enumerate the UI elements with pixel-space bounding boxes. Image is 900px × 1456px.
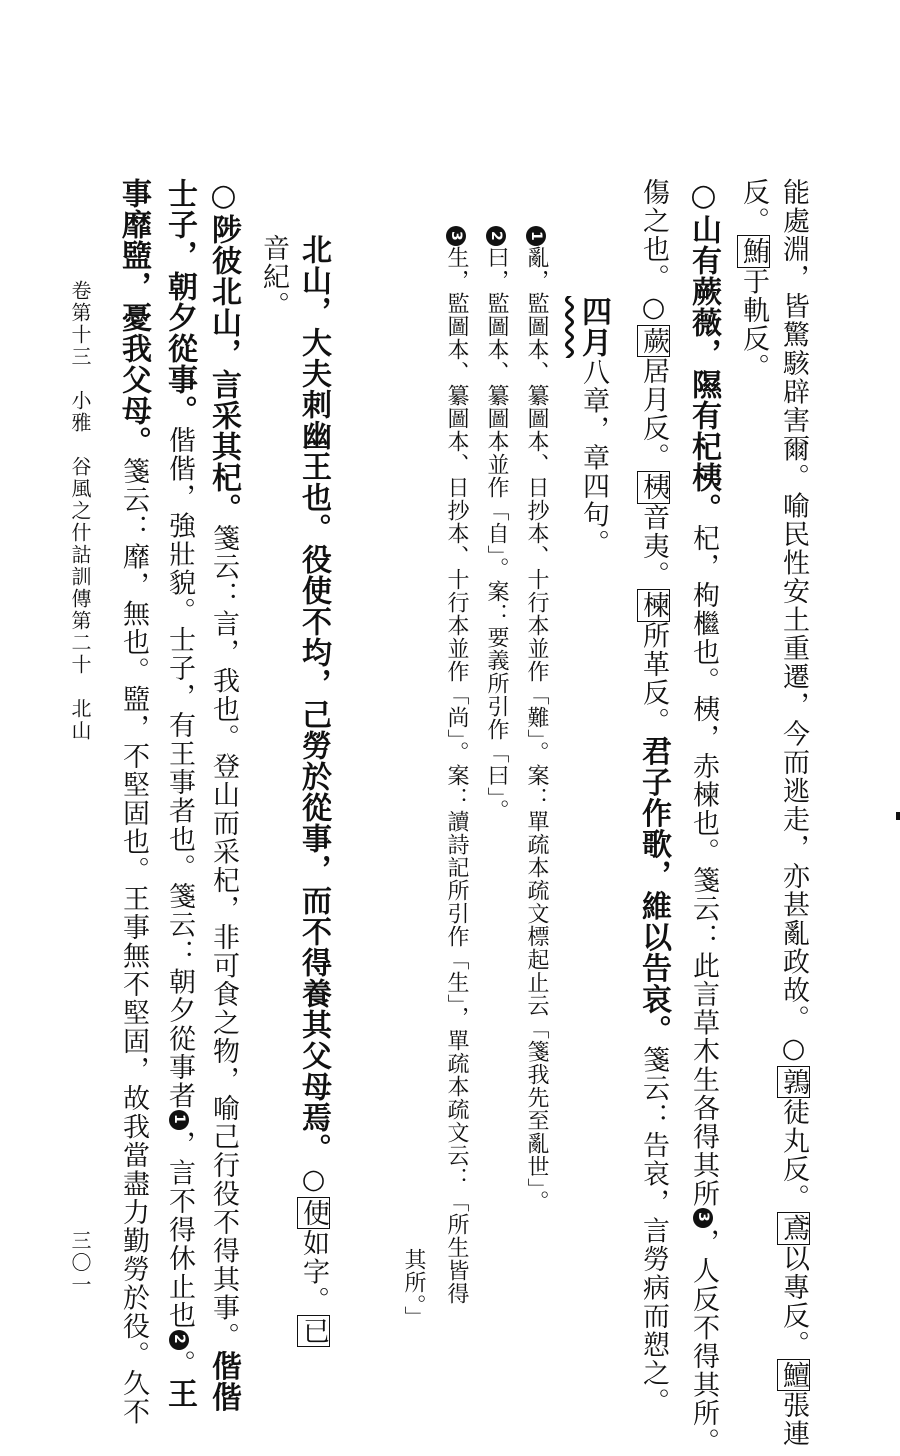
text-column-3	[683, 178, 723, 1456]
commentary-text: 其所。」	[401, 1248, 426, 1329]
commentary-text: 喻民性安土重遷，今而逃走，亦甚亂政故。	[778, 491, 809, 1033]
text-column-2	[733, 178, 773, 382]
note-continuation	[393, 1248, 433, 1329]
commentary-text: 生，監圖本、纂圖本、日抄本、十行本並作「尚」。案：讀詩記所引作「生」，單疏本疏文云：「所生皆得	[444, 246, 469, 1305]
poem-title: 四月	[576, 296, 611, 358]
commentary-text: ○	[298, 1164, 329, 1197]
commentary-text: 所革反。	[638, 621, 669, 736]
commentary-text: 音紀。	[258, 234, 289, 320]
commentary-text: 徒丸反。	[778, 1098, 809, 1212]
text-column-7	[203, 178, 243, 1413]
boxed-character: 使	[298, 1198, 329, 1227]
commentary-text: ，言不得休止也	[164, 1130, 195, 1330]
commentary-text: 于軌反。	[738, 267, 769, 382]
text-column-5	[253, 234, 293, 320]
boxed-character: 鱣	[778, 1360, 809, 1389]
commentary-text: 箋云：告哀，言勞病而愬之。	[638, 1045, 669, 1416]
commentary-text: 箋云：言，我也。登山而采杞，非可食之物，喻己行役不得其事。	[208, 524, 239, 1351]
collation-note-2	[476, 226, 516, 822]
text-column-8	[159, 178, 199, 1409]
commentary-text: 。	[164, 1349, 195, 1378]
commentary-text: 杞，枸檵也。桋，赤楝也。箋云：此言草木生各得其所	[688, 524, 719, 1208]
classic-text: 士子，朝夕從事。	[162, 178, 197, 426]
note-marker: 2	[486, 226, 506, 246]
chapter-count-line	[573, 296, 613, 558]
commentary-text: 反。	[738, 178, 769, 235]
text-column-4	[633, 178, 673, 1416]
boxed-character: 鳶	[778, 1214, 809, 1243]
boxed-character: 鮪	[738, 237, 769, 266]
boxed-character: 鶉	[778, 1067, 809, 1096]
commentary-text: 能處淵，皆驚駭辟害爾。	[778, 178, 809, 492]
boxed-character: 已	[298, 1316, 329, 1345]
note-marker: 1	[526, 226, 546, 246]
commentary-text: 曰，監圖本、纂圖本並作「自」。案：要義所引作「曰」。	[484, 246, 509, 822]
classic-text: 事靡盬，憂我父母。	[116, 178, 151, 457]
classic-text: ○山有蕨薇，隰有杞桋。	[686, 178, 721, 524]
note-marker: 3	[693, 1208, 713, 1228]
commentary-text: 亂，監圖本、纂圖本、日抄本、十行本並作「難」。案：單疏本疏文標起止云「箋我先至亂世」。	[524, 246, 549, 1213]
commentary-text: 傷之也。○	[638, 178, 669, 325]
classic-text: 北山，大夫刺幽王也。役使不均，己勞於從事，而不得養其父母焉。	[296, 234, 331, 1164]
classic-text: 君子作歌，維以告哀。	[636, 735, 671, 1046]
commentary-text: 音夷。	[638, 503, 669, 589]
collation-note-1	[516, 226, 556, 1213]
classic-text: ○陟彼北山，言采其杞。	[206, 178, 241, 524]
text-column-9	[113, 178, 153, 1426]
note-marker: 2	[169, 1330, 189, 1350]
edge-mark	[896, 812, 900, 820]
commentary-text: 張連	[778, 1391, 809, 1448]
text-column-1	[773, 178, 813, 1448]
classic-text: 偕偕	[206, 1350, 241, 1413]
commentary-text: 居月反。	[638, 357, 669, 471]
collation-note-3	[436, 226, 476, 1305]
classic-text: 王	[162, 1378, 197, 1409]
boxed-character: 桋	[638, 473, 669, 502]
commentary-text: 八章，章四句。	[578, 358, 609, 558]
running-footer: 卷第十三 小雅 谷風之什詁訓傳第二十 北山	[68, 280, 92, 742]
note-marker: 1	[169, 1110, 189, 1130]
commentary-text: 箋云：靡，無也。盬，不堅固也。王事無不堅固，故我當盡力勤勞於役。久不	[118, 457, 149, 1426]
boxed-character: 楝	[638, 591, 669, 620]
boxed-character: 蕨	[638, 326, 669, 355]
commentary-text: 如字。	[298, 1229, 329, 1315]
commentary-text: 以專反。	[778, 1244, 809, 1359]
commentary-text: 偕偕，強壯貌。士子，有王事者也。箋云：朝夕從事者	[164, 426, 195, 1110]
text-column-6	[293, 234, 333, 1347]
note-marker: 3	[446, 226, 466, 246]
page-number: 三〇一	[68, 1230, 92, 1296]
commentary-text: ○	[778, 1033, 809, 1066]
commentary-text: ，人反不得其所。	[688, 1228, 719, 1456]
